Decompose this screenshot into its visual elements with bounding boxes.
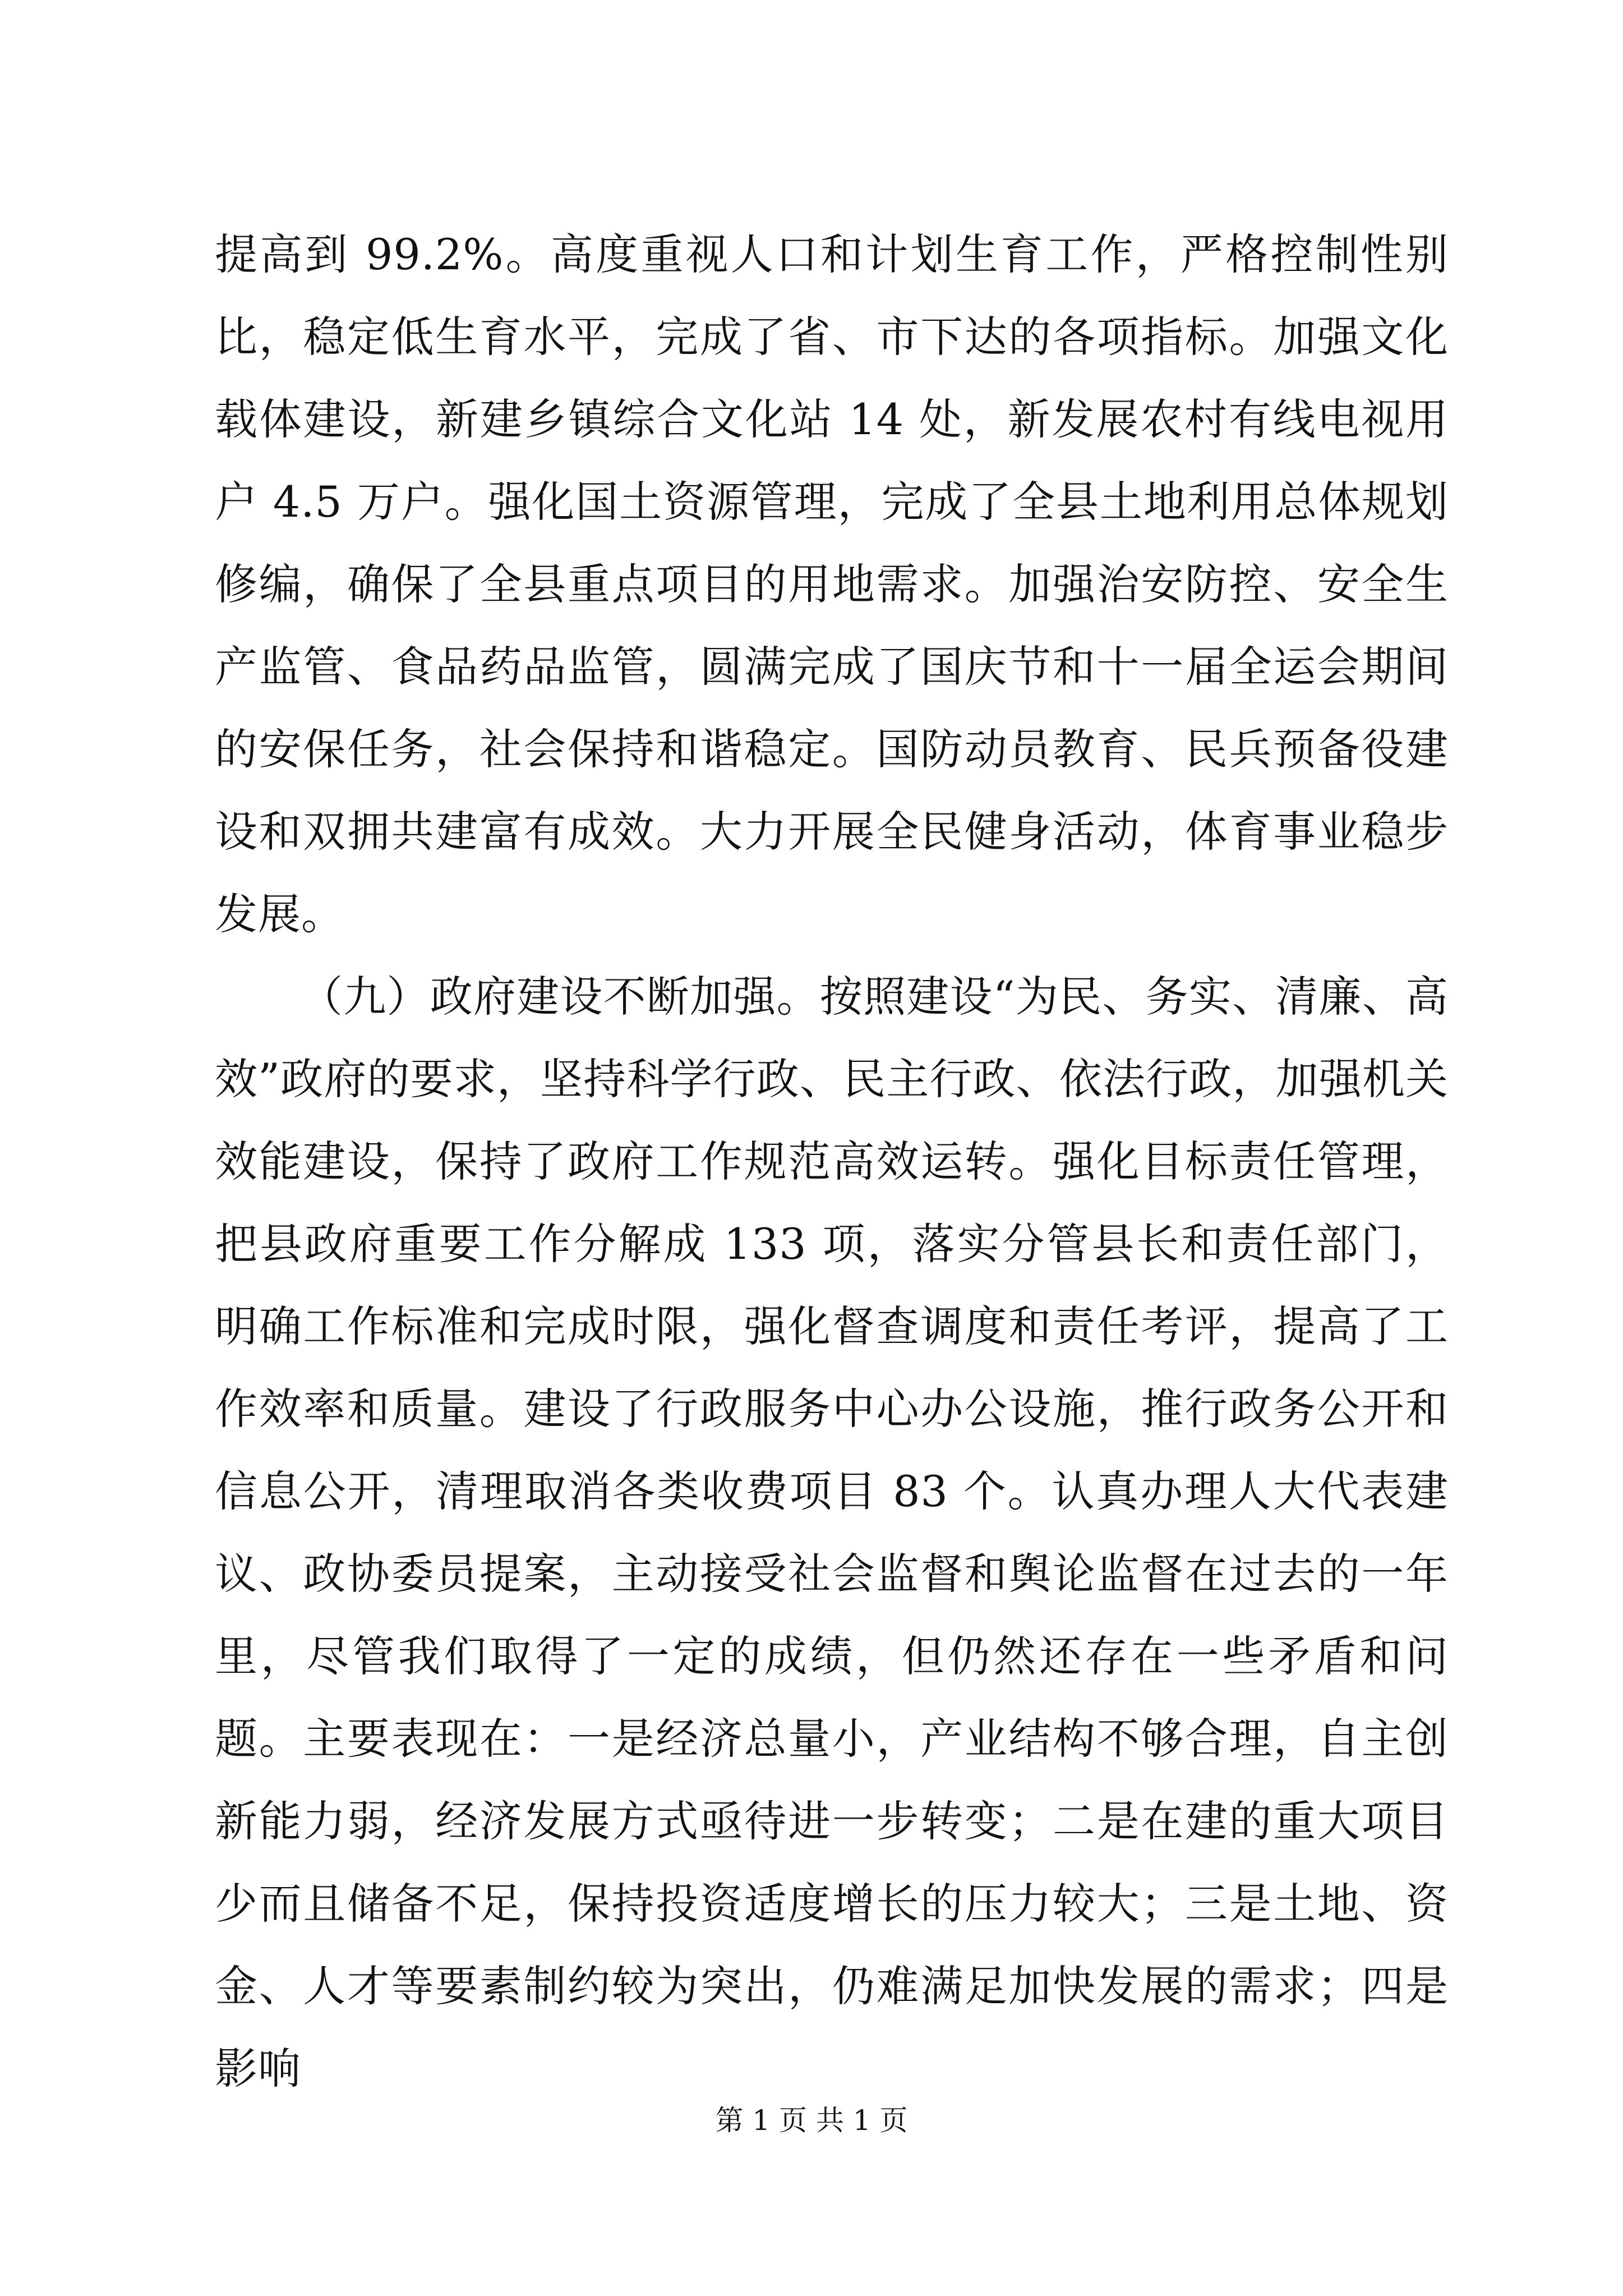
document-body [215, 213, 1449, 2110]
paragraph-2: （九）政府建设不断加强。按照建设“为民、务实、清廉、高效”政府的要求，坚持科学行政、民主行政、依法行政，加强机关效能建设，保持了政府工作规范高效运转。强化目标责任管理，把县政府重要工作分解成 133 项，落实分管县长和责任部门，明确工作标准和完成时限，强化督查调度和责任考评，提高了工作效率和质量。建设了行政服务中心办公设施，推行政务公开和信息公开，清理取消各类收费项目 83 个。认真办理人大代表建议、政协委员提案，主动接受社会监督和舆论监督在过去的一年里，尽管我们取得了一定的成绩，但仍然还存在一些矛盾和问题。主要表现在：一是经济总量小，产业结构不够合理，自主创新能力弱，经济发展方式亟待进一步转变；二是在建的重大项目少而且储备不足，保持投资适度增长的压力较大；三是土地、资金、人才等要素制约较为突出，仍难满足加快发展的需求；四是影响 [215, 972, 1449, 2093]
page-footer: 第 1 页 共 1 页 [715, 2104, 908, 2137]
paragraph-1: 提高到 99.2%。高度重视人口和计划生育工作，严格控制性别比，稳定低生育水平，完成了省、市下达的各项指标。加强文化载体建设，新建乡镇综合文化站 14 处，新发展农村有线电视用户 4.5 万户。强化国土资源管理，完成了全县土地利用总体规划修编，确保了全县重点项目的用地需求。加强治安防控、安全生产监管、食品药品监管，圆满完成了国庆节和十一届全运会期间的安保任务，社会保持和谐稳定。国防动员教育、民兵预备役建设和双拥共建富有成效。大力开展全民健身活动，体育事业稳步发展。 [215, 229, 1449, 939]
